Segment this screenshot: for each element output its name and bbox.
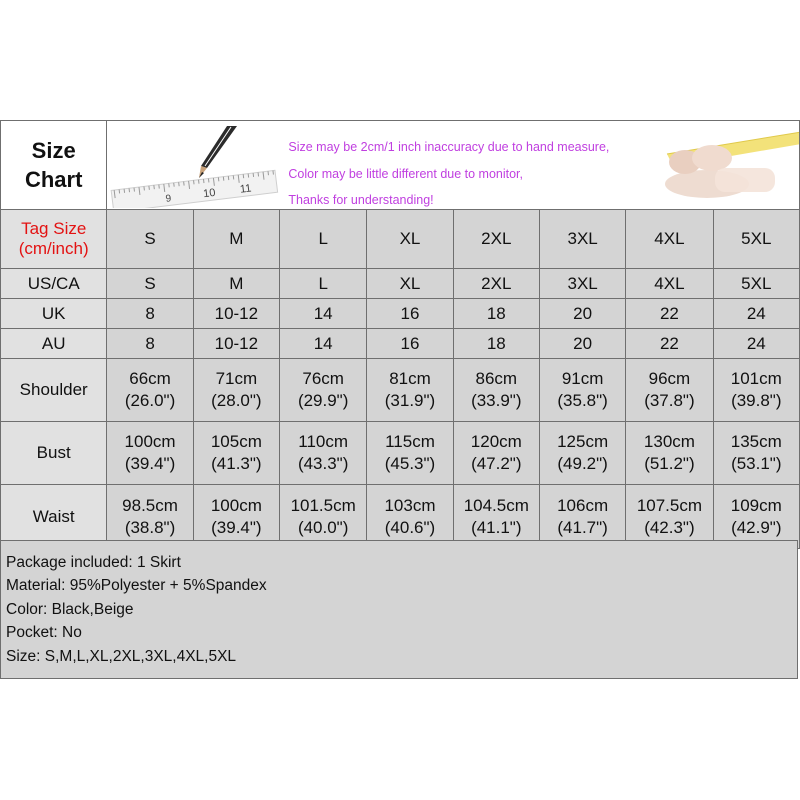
table-cell: 2XL [453,269,539,299]
table-cell: 100cm (39.4") [107,422,193,485]
table-cell: 81cm (31.9") [367,359,453,422]
table-cell: 100cm (39.4") [193,485,279,549]
table-row [1,359,800,422]
table-cell: 106cm (41.7") [539,485,625,549]
title-line-1: Size [31,138,76,163]
table-cell: 18 [453,299,539,329]
table-cell: 14 [280,299,367,329]
table-cell: 120cm (47.2") [453,422,539,485]
package-info: Package included: 1 Skirt [6,554,181,571]
table-cell: S [107,210,193,269]
table-cell: 5XL [713,269,799,299]
table-cell: 20 [539,299,625,329]
table-cell: 91cm (35.8") [539,359,625,422]
table-row [1,299,800,329]
product-info-box [0,540,798,679]
note-line: Size may be 2cm/1 inch inaccuracy due to hand measure, [288,140,610,154]
table-cell: 86cm (33.9") [453,359,539,422]
table-cell: 104.5cm (41.1") [453,485,539,549]
table-cell: M [193,210,279,269]
table-cell: XL [367,210,453,269]
table-cell: 135cm (53.1") [713,422,799,485]
table-cell: 24 [713,299,799,329]
row-label: US/CA [1,269,107,299]
table-cell: L [280,210,367,269]
table-cell: 8 [107,299,193,329]
size-chart-title [1,121,107,210]
ruler-number: 11 [239,182,253,196]
table-row [1,485,800,549]
table-cell: S [107,269,193,299]
table-cell: 66cm (26.0") [107,359,193,422]
table-row [1,422,800,485]
table-cell: 4XL [626,210,713,269]
material-info: Material: 95%Polyester + 5%Spandex [6,577,267,595]
table-row [1,329,800,359]
table-cell: 105cm (41.3") [193,422,279,485]
table-cell: 110cm (43.3") [280,422,367,485]
table-cell: 96cm (37.8") [626,359,713,422]
table-cell: 16 [367,329,453,359]
table-cell: 18 [453,329,539,359]
size-chart-table [0,120,800,549]
table-cell: 101cm (39.8") [713,359,799,422]
table-cell: 103cm (40.6") [367,485,453,549]
table-cell: 3XL [539,210,625,269]
table-cell: 4XL [626,269,713,299]
note-line: Color may be little different due to monitor, [288,166,524,181]
row-label: Shoulder [1,359,107,422]
table-cell: L [280,269,367,299]
table-cell: 2XL [453,210,539,269]
table-cell: 8 [107,329,193,359]
table-cell: 101.5cm (40.0") [280,485,367,549]
row-label: Waist [1,485,107,549]
table-row [1,269,800,299]
table-cell: 10-12 [193,329,279,359]
table-cell: 125cm (49.2") [539,422,625,485]
table-cell: M [193,269,279,299]
pencil-icon [199,126,237,178]
table-row [1,210,800,269]
table-cell: 20 [539,329,625,359]
table-cell: 107.5cm (42.3") [626,485,713,549]
table-cell: 14 [280,329,367,359]
title-line-2: Chart [24,167,83,192]
table-cell: 22 [626,329,713,359]
ruler-icon [112,170,278,208]
table-cell: 24 [713,329,799,359]
table-cell: 3XL [539,269,625,299]
notes-text [288,134,609,208]
table-cell: 71cm (28.0") [193,359,279,422]
notes-banner [107,121,800,210]
color-info: Color: Black,Beige [6,600,134,618]
table-cell: 5XL [713,210,799,269]
ruler-number: 10 [202,186,217,201]
row-label: Bust [1,422,107,485]
table-cell: 76cm (29.9") [280,359,367,422]
tape-measure-icon [665,132,799,198]
row-label: Tag Size (cm/inch) [1,210,107,269]
note-line: Thanks for understanding! [288,193,434,207]
table-cell: 130cm (51.2") [626,422,713,485]
pocket-info: Pocket: No [6,624,82,642]
table-cell: 16 [367,299,453,329]
row-label: AU [1,329,107,359]
table-cell: 115cm (45.3") [367,422,453,485]
table-cell: 98.5cm (38.8") [107,485,193,549]
size-info: Size: S,M,L,XL,2XL,3XL,4XL,5XL [6,647,237,665]
table-cell: XL [367,269,453,299]
table-cell: 109cm (42.9") [713,485,799,549]
row-label: UK [1,299,107,329]
table-cell: 10-12 [193,299,279,329]
ruler-number: 9 [165,193,173,205]
table-cell: 22 [626,299,713,329]
